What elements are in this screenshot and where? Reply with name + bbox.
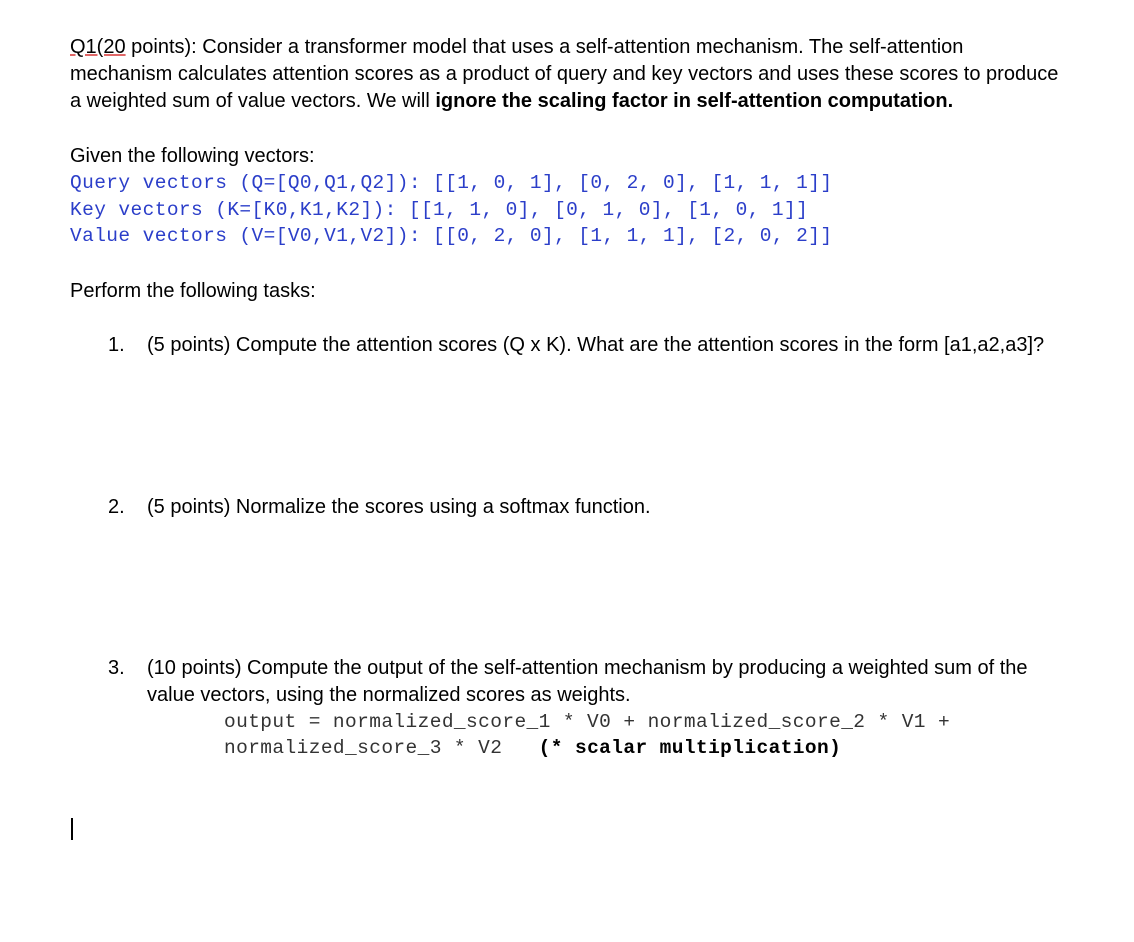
task-item-1 xyxy=(70,332,1070,359)
formula-line-2-text: normalized_score_3 * V2 xyxy=(224,736,503,759)
question-label: Q1(20 xyxy=(70,36,126,58)
formula-line-1: output = normalized_score_1 * V0 + normalized_score_2 * V1 + xyxy=(224,710,951,733)
formula-note: (* scalar multiplication) xyxy=(538,736,842,759)
query-vectors-line: Query vectors (Q=[Q0,Q1,Q2]): [[1, 0, 1], [0, 2, 0], [1, 1, 1]] xyxy=(70,172,833,194)
question-intro-text: points): Consider a transformer model that uses a self-attention mechanism. The self-attention mechanism calculates attention scores as a product of query and key vectors and uses these scores to produce a weighted sum of value vectors. We will xyxy=(70,36,1059,112)
key-vectors-line: Key vectors (K=[K0,K1,K2]): [[1, 1, 0], [0, 1, 0], [1, 0, 1]] xyxy=(70,198,809,221)
document-body xyxy=(70,34,1070,761)
task-text: (5 points) Compute the attention scores (Q x K). What are the attention scores in the form [a1,a2,a3]? xyxy=(147,333,1045,356)
task-list xyxy=(70,332,1070,709)
question-intro-bold: ignore the scaling factor in self-attention computation. xyxy=(435,90,954,112)
task-item-3 xyxy=(70,655,1070,709)
question-intro xyxy=(70,34,1070,115)
task-number: 3. xyxy=(108,656,125,679)
given-heading: Given the following vectors: xyxy=(70,145,315,167)
task-number: 2. xyxy=(108,495,125,518)
text-cursor[interactable] xyxy=(71,818,73,840)
task-text: (10 points) Compute the output of the self-attention mechanism by producing a weighted sum of the value vectors, using the normalized scores as weights. xyxy=(147,656,1028,706)
perform-heading: Perform the following tasks: xyxy=(70,279,316,302)
task-item-2 xyxy=(70,494,1070,521)
formula-line-2 xyxy=(224,735,1070,761)
task-text: (5 points) Normalize the scores using a softmax function. xyxy=(147,495,651,518)
task-number: 1. xyxy=(108,333,125,356)
value-vectors-line: Value vectors (V=[V0,V1,V2]): [[0, 2, 0], [1, 1, 1], [2, 0, 2]] xyxy=(70,225,833,247)
